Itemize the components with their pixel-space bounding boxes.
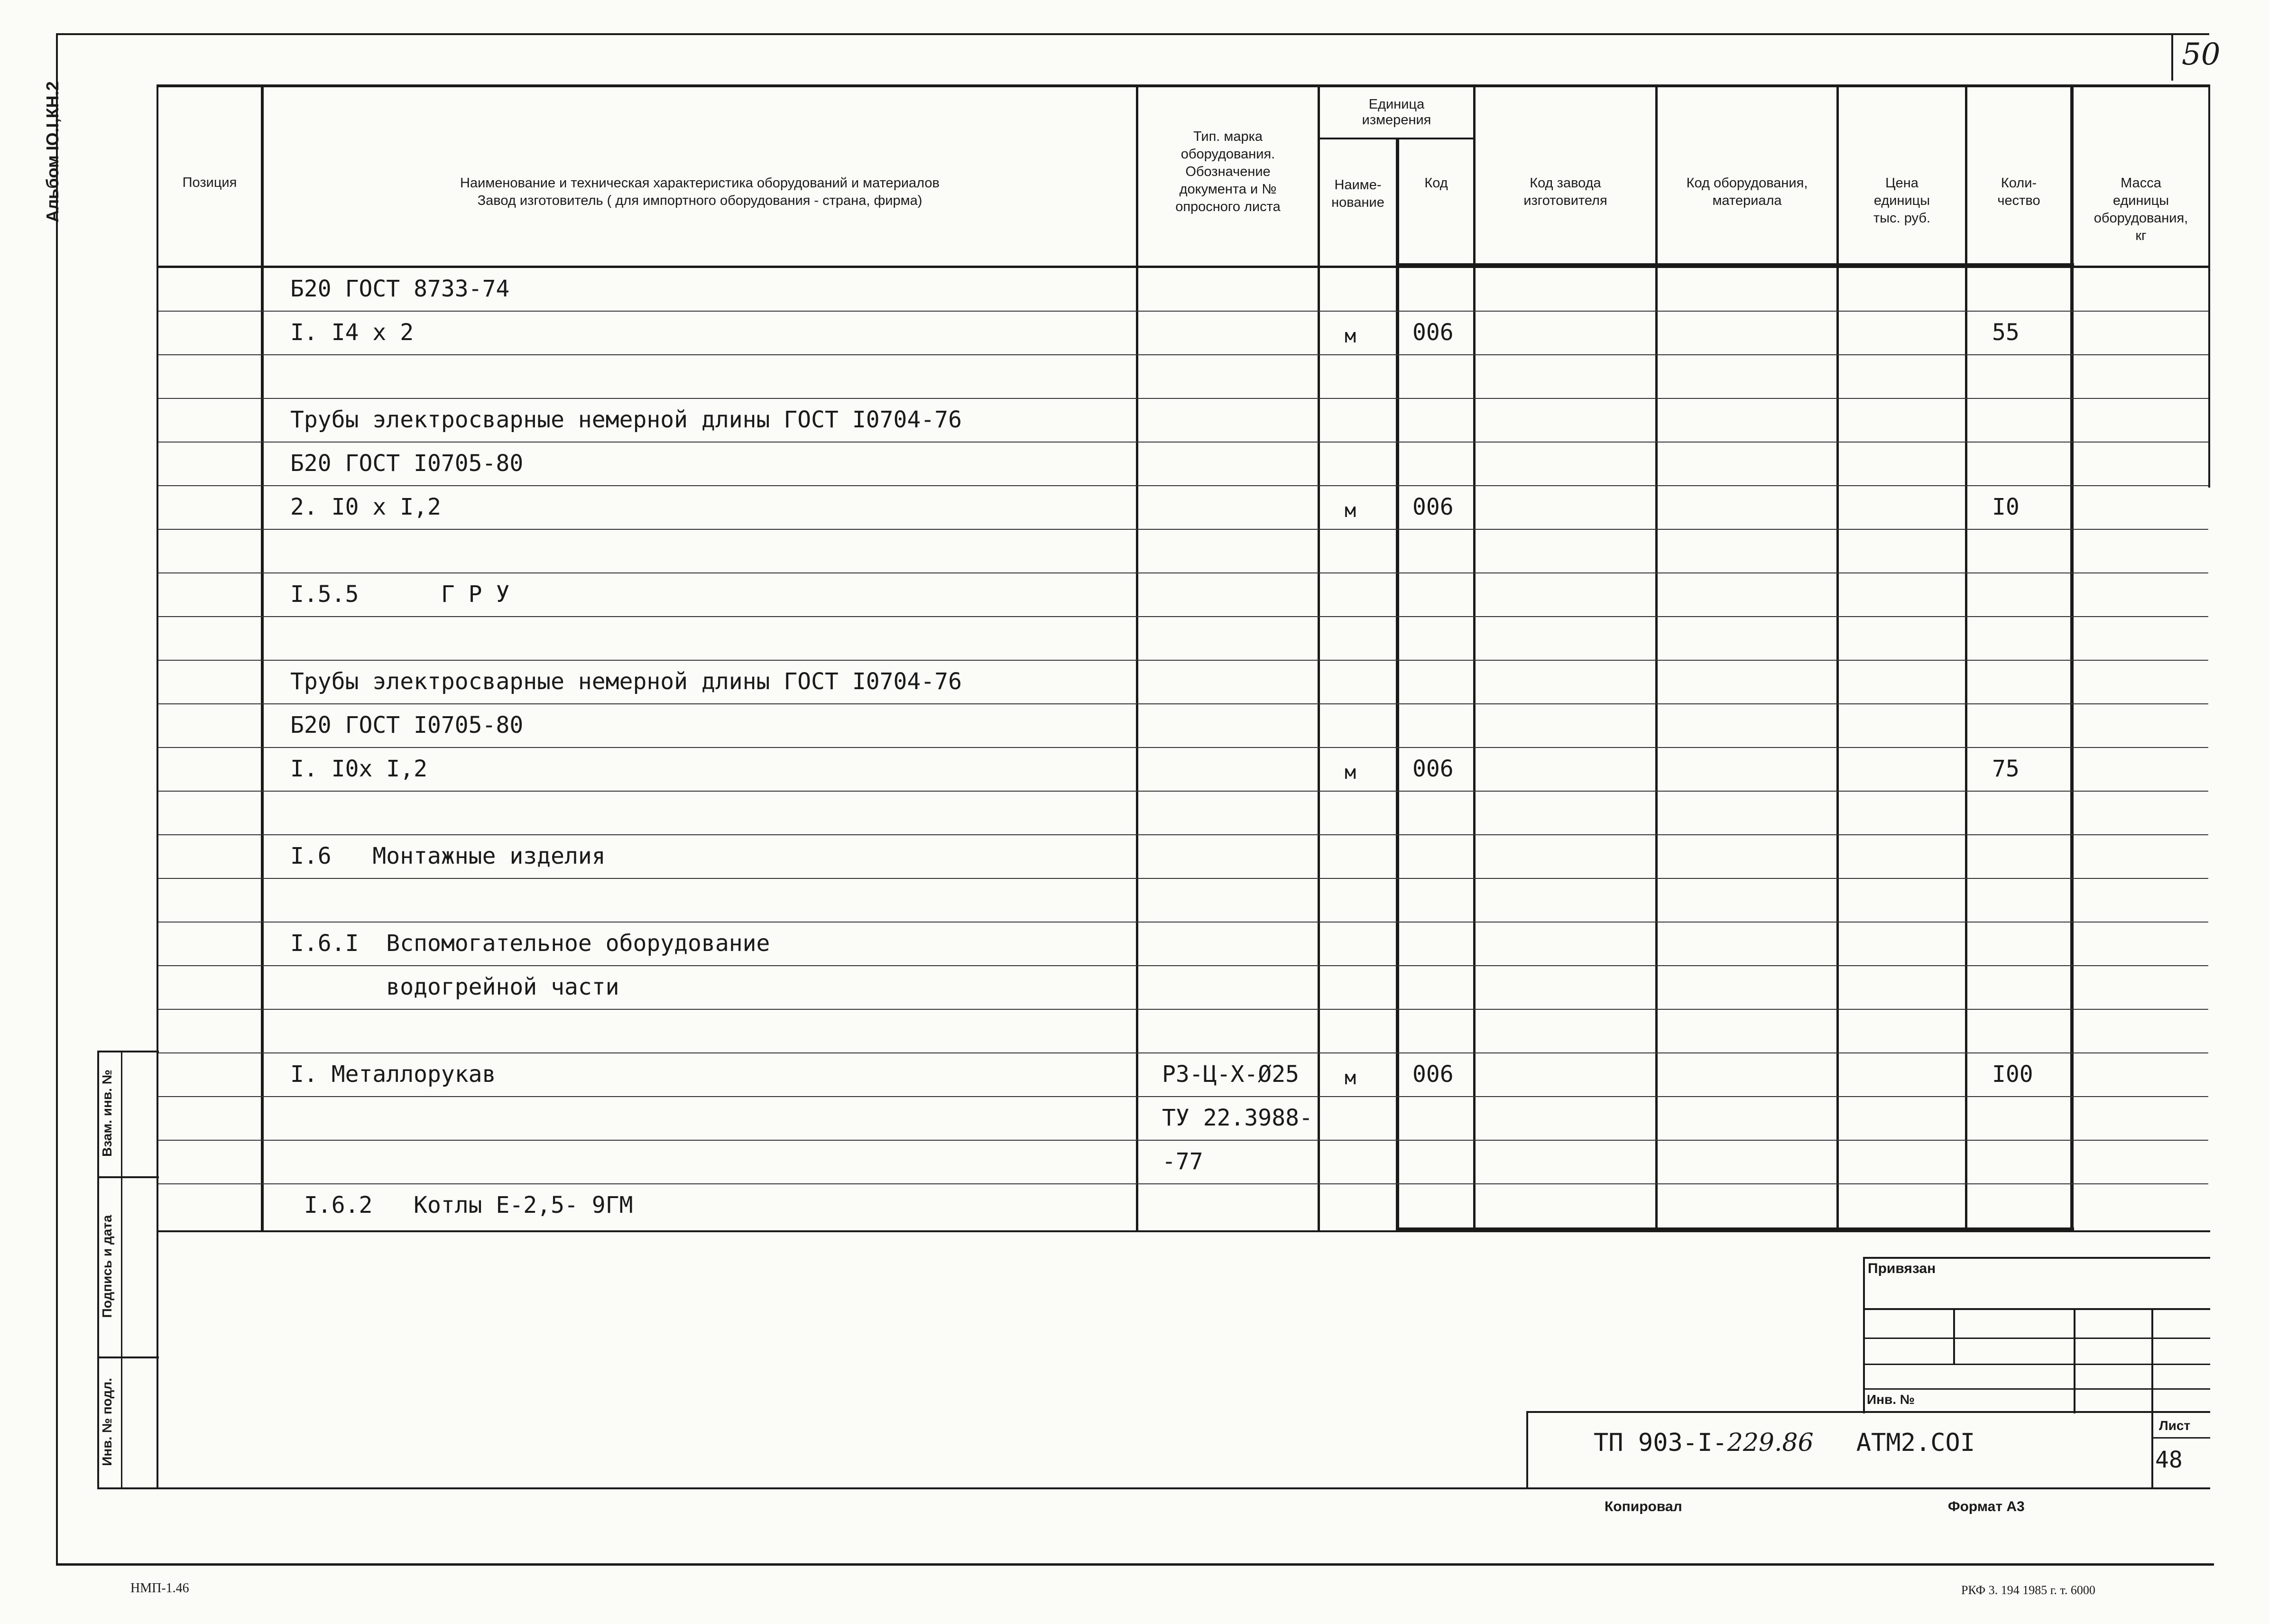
- stamp-row4: [1863, 1388, 2210, 1390]
- row-line: [158, 1140, 2208, 1141]
- header-plant-code-line1: Код завода: [1530, 175, 1601, 191]
- row-line: [158, 354, 2208, 355]
- header-type-line2: оборудования.: [1181, 147, 1275, 162]
- col-line-1: [261, 84, 264, 1232]
- row-line: [158, 1096, 2208, 1097]
- stamp-main-left: [1526, 1411, 1528, 1489]
- row-name: I.6 Монтажные изделия: [290, 843, 606, 869]
- col-line-3: [1318, 84, 1320, 1232]
- header-type-line3: Обозначение: [1185, 164, 1271, 179]
- col-line-6: [1655, 84, 1658, 1232]
- row-unit: м: [1345, 1067, 1356, 1089]
- side-stamp-div1: [97, 1176, 159, 1178]
- header-type-line1: Тип. марка: [1193, 129, 1263, 144]
- row-name: 2. I0 x I,2: [290, 494, 441, 520]
- col-line-2: [1136, 84, 1138, 1232]
- header-type-line4: документа и №: [1179, 182, 1277, 197]
- stamp-sheet-value: 48: [2155, 1447, 2183, 1473]
- row-line: [158, 703, 2208, 704]
- frame-left: [56, 33, 58, 1565]
- header-position: Позиция: [182, 175, 237, 190]
- row-unit: м: [1345, 325, 1356, 347]
- header-name: [264, 175, 1136, 210]
- row-line: [158, 572, 2208, 573]
- stamp-main-top: [1526, 1411, 2210, 1413]
- stamp-top: [1863, 1257, 2210, 1259]
- row-line: [158, 616, 2208, 617]
- pagenum-box-left: [2171, 33, 2173, 81]
- row-line: [158, 747, 2208, 748]
- header-unit: [1320, 97, 1473, 128]
- row-name: Б20 ГОСТ I0705-80: [290, 450, 524, 477]
- row-qty: 55: [1992, 319, 2020, 346]
- doc-code-suffix: АТМ2.COI: [1856, 1429, 1975, 1457]
- row-line: [158, 922, 2208, 923]
- header-unit-code: Код: [1424, 175, 1448, 191]
- row-line: [158, 1183, 2208, 1184]
- row-unit: м: [1345, 762, 1356, 784]
- col-line-7: [1836, 84, 1839, 1232]
- header-qty-line1: Коли-: [2001, 175, 2037, 191]
- header-mass: [2074, 175, 2208, 245]
- row-line: [158, 878, 2208, 879]
- header-name-line1: Наименование и техническая характеристика оборудований и материалов: [460, 175, 940, 191]
- stamp-col1: [1953, 1308, 1955, 1365]
- heavy-block-bottom: [1396, 1227, 2074, 1231]
- row-code: 006: [1412, 1061, 1454, 1088]
- stamp-row3: [1863, 1364, 2210, 1365]
- row-name: I.6.I Вспомогательное оборудование: [290, 930, 770, 957]
- header-equip-code-line1: Код оборудования,: [1686, 175, 1808, 191]
- table-top: [157, 84, 2210, 87]
- heavy-block-top: [1396, 263, 2074, 267]
- row-line: [158, 485, 2208, 486]
- row-name: Б20 ГОСТ 8733-74: [290, 276, 510, 302]
- frame-top: [56, 33, 2209, 35]
- stamp-col2: [2074, 1308, 2075, 1413]
- col-line-5: [1473, 84, 1476, 1232]
- header-unit-name-line1: Наиме-: [1334, 177, 1382, 193]
- row-name: I.5.5 Г Р У: [290, 581, 510, 608]
- row-line: [158, 965, 2208, 966]
- header-type: [1138, 128, 1318, 216]
- table-left: [157, 84, 158, 1232]
- unit-split: [1318, 138, 1475, 139]
- row-line: [158, 442, 2208, 443]
- col-line-9: [2070, 84, 2074, 1232]
- row-code: 006: [1412, 756, 1454, 782]
- header-price-line2: единицы: [1873, 193, 1930, 208]
- col-line-4: [1396, 138, 1399, 1232]
- row-type: РЗ-Ц-Х-Ø25: [1162, 1061, 1299, 1088]
- side-stamp-mid: [121, 1051, 122, 1489]
- header-price-line1: Цена: [1885, 175, 1919, 191]
- row-line: [158, 1052, 2208, 1053]
- row-name: I. Металлорукав: [290, 1061, 496, 1088]
- header-unit-line2: измерения: [1362, 112, 1431, 128]
- row-code: 006: [1412, 319, 1454, 346]
- row-line: [158, 1009, 2208, 1010]
- row-line: [158, 311, 2208, 312]
- row-qty: I0: [1992, 494, 2020, 520]
- page-number: 50: [2182, 37, 2221, 72]
- stamp-row2: [1863, 1338, 2210, 1339]
- stamp-doc-code: [1594, 1429, 1975, 1457]
- header-mass-line2: единицы: [2112, 193, 2169, 208]
- side-stamp-top: [97, 1051, 159, 1052]
- col-line-8: [1965, 84, 1967, 1232]
- row-qty: 75: [1992, 756, 2020, 782]
- footer-right: РКФ 3. 194 1985 г. т. 6000: [1961, 1583, 2095, 1597]
- row-name: водогрейной части: [290, 974, 619, 1000]
- header-qty: [1967, 175, 2070, 210]
- row-name: I. I0x I,2: [290, 756, 427, 782]
- stamp-inv-no: Инв. №: [1867, 1392, 1915, 1407]
- row-qty: I00: [1992, 1061, 2033, 1088]
- header-price: [1839, 175, 1965, 227]
- row-name: I.6.2 Котлы Е-2,5- 9ГМ: [290, 1192, 633, 1218]
- stamp-col3: [2151, 1308, 2153, 1488]
- header-qty-line2: чество: [1997, 193, 2040, 208]
- row-name: Трубы электросварные немерной длины ГОСТ I0704-76: [290, 668, 962, 695]
- header-price-line3: тыс. руб.: [1873, 211, 1931, 226]
- stamp-kopiroval: Копировал: [1605, 1499, 1682, 1514]
- stamp-sheet-div: [2151, 1437, 2210, 1439]
- row-code: 006: [1412, 494, 1454, 520]
- header-mass-line1: Масса: [2121, 175, 2161, 191]
- header-unit-name-line2: нование: [1331, 195, 1384, 210]
- stamp-privyazan: Привязан: [1868, 1261, 1936, 1276]
- header-unit-name: [1320, 176, 1396, 212]
- col-line-right: [2208, 84, 2210, 488]
- header-unit-line1: Единица: [1368, 97, 1425, 112]
- header-equip-code: [1658, 175, 1836, 210]
- header-equip-code-line2: материала: [1712, 193, 1782, 208]
- album-label: Альбом IO.I,КН.2: [43, 81, 62, 222]
- row-line: [158, 660, 2208, 661]
- row-line: [158, 529, 2208, 530]
- doc-code-hand: 229.86: [1727, 1429, 1814, 1457]
- side-stamp-right: [157, 1232, 158, 1489]
- doc-code-prefix: ТП 903-I-: [1594, 1429, 1727, 1457]
- side-inv-podl: Инв. № подл.: [100, 1378, 114, 1466]
- row-name: I. I4 x 2: [290, 319, 414, 346]
- row-type: -77: [1162, 1148, 1203, 1175]
- row-name: Б20 ГОСТ I0705-80: [290, 712, 524, 738]
- row-name: Трубы электросварные немерной длины ГОСТ I0704-76: [290, 406, 962, 433]
- bottom-line: [157, 1487, 2210, 1489]
- header-mass-line3: оборудования,: [2094, 211, 2188, 226]
- side-stamp-bottom: [97, 1487, 159, 1489]
- side-vzam: Взам. инв. №: [100, 1070, 114, 1157]
- row-line: [158, 791, 2208, 792]
- stamp-format: Формат А3: [1948, 1499, 2025, 1514]
- stamp-row1: [1863, 1308, 2210, 1310]
- header-type-line5: опросного листа: [1175, 199, 1281, 214]
- header-name-line2: Завод изготовитель ( для импортного оборудования - страна, фирма): [477, 193, 922, 208]
- stamp-sheet-label: Лист: [2159, 1418, 2191, 1433]
- frame-bottom: [56, 1563, 2214, 1566]
- row-type: ТУ 22.3988-: [1162, 1105, 1313, 1131]
- side-podpis: Подпись и дата: [100, 1215, 114, 1318]
- row-line: [158, 834, 2208, 835]
- header-plant-code: [1476, 175, 1655, 210]
- stamp-left: [1863, 1257, 1865, 1413]
- row-unit: м: [1345, 500, 1356, 522]
- footer-left: НМП-1.46: [130, 1581, 189, 1596]
- header-plant-code-line2: изготовителя: [1523, 193, 1607, 208]
- row-line: [158, 398, 2208, 399]
- side-stamp-left: [97, 1051, 99, 1489]
- header-mass-line4: кг: [2135, 228, 2147, 243]
